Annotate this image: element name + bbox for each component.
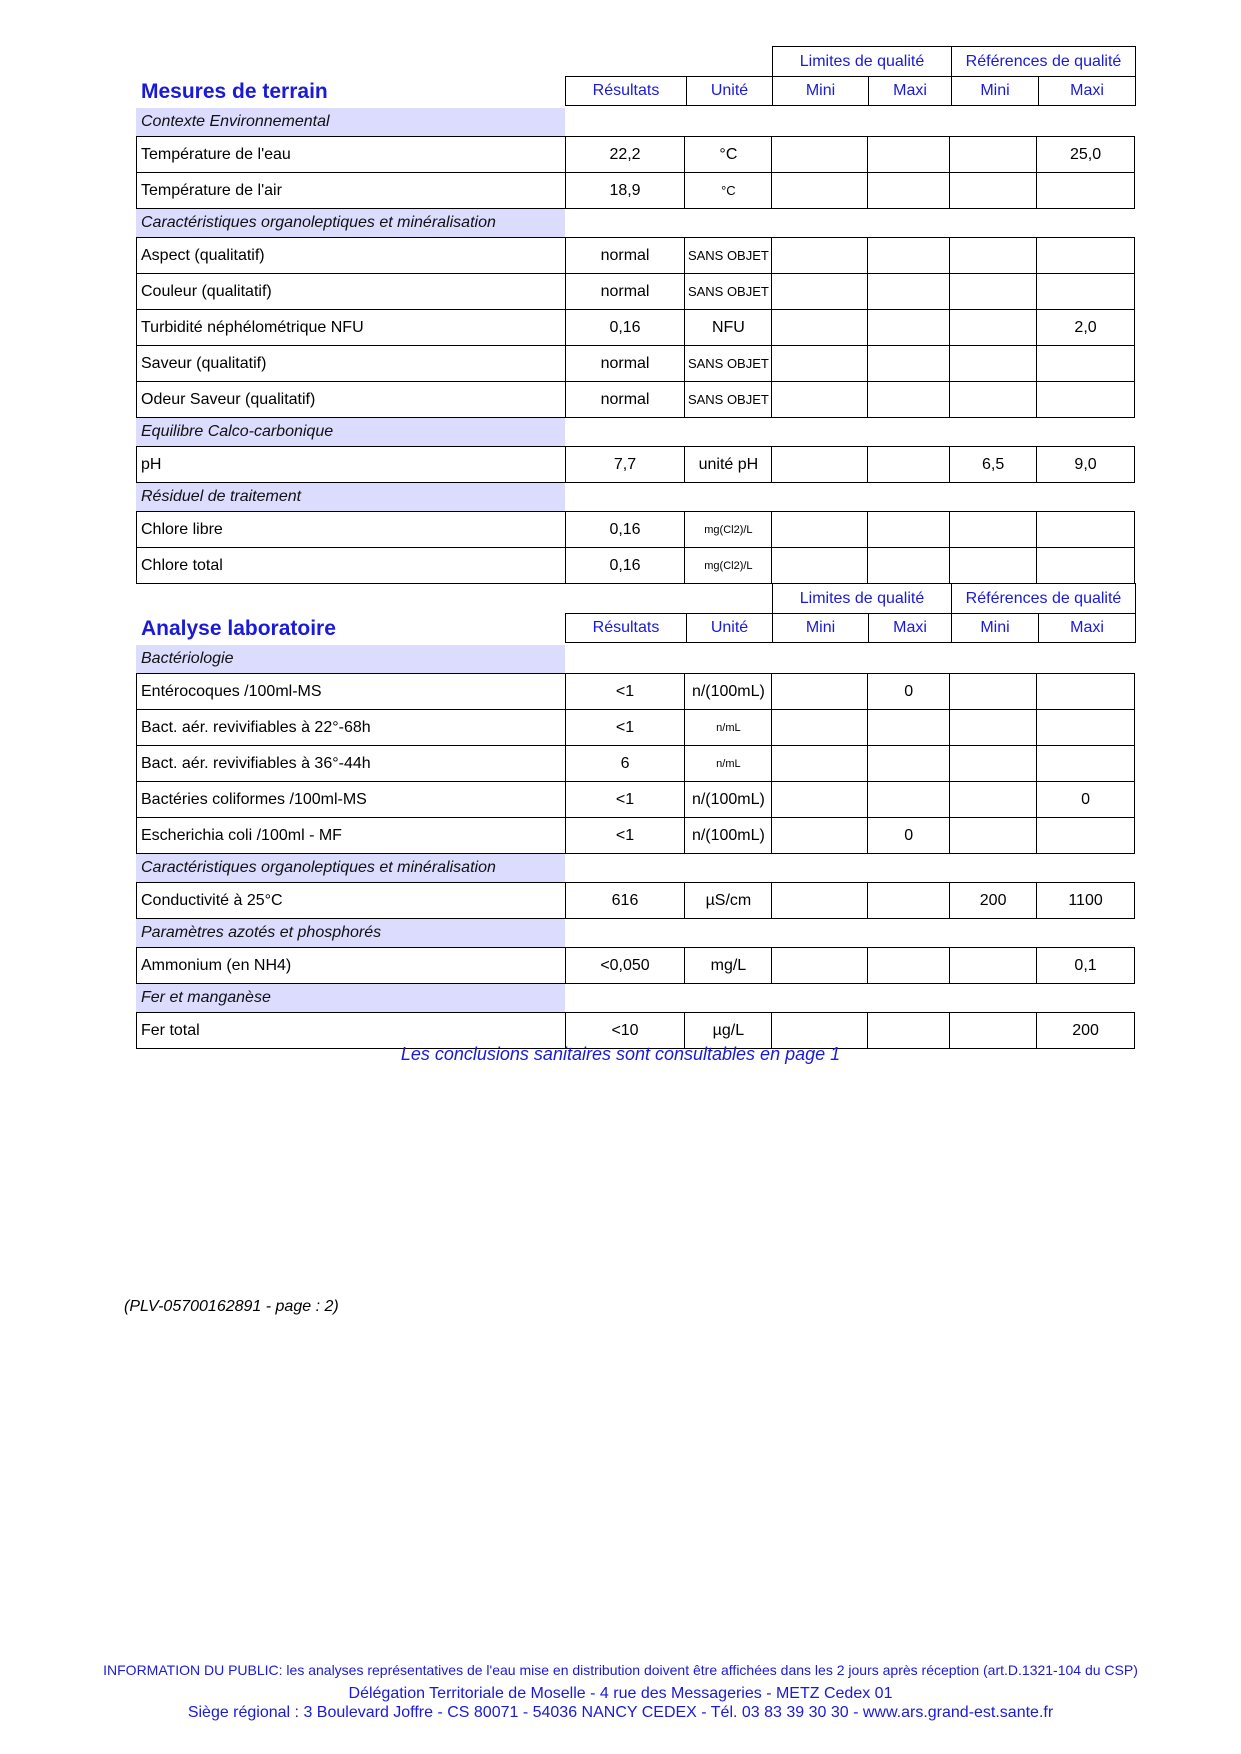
table-row: [136, 310, 1135, 346]
unit-cell: n/(100mL): [684, 817, 772, 854]
reference-max-cell: [1036, 709, 1135, 746]
result-cell: <0,050: [565, 947, 686, 984]
reference-min-cell: [949, 745, 1037, 782]
limit-min-cell: [771, 709, 868, 746]
reference-min-cell: 6,5: [949, 446, 1037, 483]
table-row: [136, 447, 1135, 483]
reference-min-cell: [949, 947, 1037, 984]
group-rows: [136, 137, 1135, 209]
header-references-mini: Mini: [951, 76, 1039, 106]
header-limites-mini: Mini: [772, 613, 869, 643]
group-label: Caractéristiques organoleptiques et minéralisation: [136, 854, 565, 882]
unit-cell: mg(Cl2)/L: [684, 511, 772, 548]
limit-max-cell: [867, 172, 950, 209]
param-cell: Couleur (qualitatif): [136, 273, 566, 310]
table-row: [136, 710, 1135, 746]
param-cell: Aspect (qualitatif): [136, 237, 566, 274]
unit-cell: NFU: [684, 309, 772, 346]
reference-max-cell: 0: [1036, 781, 1135, 818]
footer-info-public: INFORMATION DU PUBLIC: les analyses représentatives de l'eau mise en distribution doivent être affichées dans les 2 jours après réception (art.D.1321-104 du CSP): [103, 1662, 1138, 1678]
header-limites-qualite: Limites de qualité: [772, 583, 952, 614]
limit-max-cell: [867, 273, 950, 310]
limit-max-cell: [867, 446, 950, 483]
param-cell: Entérocoques /100ml-MS: [136, 673, 566, 710]
limit-min-cell: [771, 817, 868, 854]
limit-min-cell: [771, 511, 868, 548]
reference-max-cell: [1036, 673, 1135, 710]
group-band: [136, 483, 1135, 511]
group-label: Résiduel de traitement: [136, 483, 565, 511]
reference-min-cell: [949, 309, 1037, 346]
reference-max-cell: 25,0: [1036, 136, 1135, 173]
section-title: Analyse laboratoire: [141, 617, 336, 640]
group-label: Fer et manganèse: [136, 984, 565, 1012]
table-row: [136, 382, 1135, 418]
limit-max-cell: [867, 381, 950, 418]
reference-max-cell: [1036, 547, 1135, 584]
footer-delegation: Délégation Territoriale de Moselle - 4 rue des Messageries - METZ Cedex 01: [348, 1685, 893, 1702]
limit-min-cell: [771, 381, 868, 418]
limit-max-cell: [867, 237, 950, 274]
result-cell: <1: [565, 781, 686, 818]
footer-siege: Siège régional : 3 Boulevard Joffre - CS 80071 - 54036 NANCY CEDEX - Tél. 03 83 39 30 30 - www.ars.grand-est.sante.fr: [187, 1704, 1054, 1721]
table-row: [136, 346, 1135, 382]
table-row: [136, 782, 1135, 818]
section-analyse-laboratoire: [136, 583, 1135, 1049]
param-cell: Température de l'eau: [136, 136, 566, 173]
header-unite: Unité: [686, 76, 773, 106]
limit-max-cell: 0: [867, 673, 950, 710]
result-cell: normal: [565, 237, 686, 274]
reference-min-cell: [949, 781, 1037, 818]
param-cell: Turbidité néphélométrique NFU: [136, 309, 566, 346]
limit-min-cell: [771, 882, 868, 919]
param-cell: Ammonium (en NH4): [136, 947, 566, 984]
result-cell: <10: [565, 1012, 686, 1049]
group-rows: [136, 948, 1135, 984]
reference-max-cell: [1036, 172, 1135, 209]
result-cell: <1: [565, 673, 686, 710]
group-rows: [136, 512, 1135, 584]
result-cell: 6: [565, 745, 686, 782]
unit-cell: n/(100mL): [684, 673, 772, 710]
table-row: [136, 746, 1135, 782]
table-row: [136, 274, 1135, 310]
limit-max-cell: [867, 947, 950, 984]
param-cell: Bactéries coliformes /100ml-MS: [136, 781, 566, 818]
unit-cell: mg/L: [684, 947, 772, 984]
table-row: [136, 548, 1135, 584]
limit-max-cell: [867, 882, 950, 919]
header-references-maxi: Maxi: [1038, 613, 1136, 643]
reference-max-cell: 1100: [1036, 882, 1135, 919]
result-cell: <1: [565, 709, 686, 746]
header-limites-mini: Mini: [772, 76, 869, 106]
reference-min-cell: [949, 381, 1037, 418]
table-row: [136, 238, 1135, 274]
limit-min-cell: [771, 273, 868, 310]
reference-max-cell: [1036, 273, 1135, 310]
group-label: Equilibre Calco-carbonique: [136, 418, 565, 446]
result-cell: 616: [565, 882, 686, 919]
header-references-qualite: Références de qualité: [951, 46, 1136, 77]
reference-min-cell: [949, 673, 1037, 710]
reference-min-cell: 200: [949, 882, 1037, 919]
header-references-maxi: Maxi: [1038, 76, 1136, 106]
table-row: [136, 137, 1135, 173]
limit-max-cell: [867, 781, 950, 818]
reference-max-cell: [1036, 745, 1135, 782]
limit-min-cell: [771, 673, 868, 710]
group-rows: [136, 883, 1135, 919]
section-header: [136, 46, 1135, 108]
limit-min-cell: [771, 745, 868, 782]
limit-min-cell: [771, 309, 868, 346]
param-cell: Escherichia coli /100ml - MF: [136, 817, 566, 854]
limit-min-cell: [771, 172, 868, 209]
reference-max-cell: 2,0: [1036, 309, 1135, 346]
unit-cell: µS/cm: [684, 882, 772, 919]
table-row: [136, 948, 1135, 984]
header-limites-maxi: Maxi: [868, 76, 952, 106]
group-label: Caractéristiques organoleptiques et minéralisation: [136, 209, 565, 237]
result-cell: 0,16: [565, 511, 686, 548]
reference-max-cell: [1036, 511, 1135, 548]
table-row: [136, 818, 1135, 854]
group-band: [136, 854, 1135, 882]
reference-min-cell: [949, 237, 1037, 274]
limit-min-cell: [771, 136, 868, 173]
reference-min-cell: [949, 511, 1037, 548]
limit-max-cell: [867, 136, 950, 173]
unit-cell: SANS OBJET: [684, 273, 772, 310]
unit-cell: mg(Cl2)/L: [684, 547, 772, 584]
unit-cell: SANS OBJET: [684, 345, 772, 382]
param-cell: Bact. aér. revivifiables à 36°-44h: [136, 745, 566, 782]
unit-cell: µg/L: [684, 1012, 772, 1049]
group-band: [136, 209, 1135, 237]
result-cell: 7,7: [565, 446, 686, 483]
unit-cell: °C: [684, 136, 772, 173]
param-cell: Saveur (qualitatif): [136, 345, 566, 382]
reference-min-cell: [949, 547, 1037, 584]
reference-max-cell: [1036, 381, 1135, 418]
group-band: [136, 984, 1135, 1012]
unit-cell: SANS OBJET: [684, 381, 772, 418]
unit-cell: n/mL: [684, 745, 772, 782]
limit-min-cell: [771, 345, 868, 382]
section-mesures-terrain: [136, 46, 1135, 584]
param-cell: pH: [136, 446, 566, 483]
group-band: [136, 418, 1135, 446]
reference-max-cell: [1036, 345, 1135, 382]
section-header: [136, 583, 1135, 645]
table-row: [136, 512, 1135, 548]
reference-min-cell: [949, 273, 1037, 310]
unit-cell: unité pH: [684, 446, 772, 483]
page-reference: (PLV-05700162891 - page : 2): [124, 1298, 339, 1315]
limit-min-cell: [771, 446, 868, 483]
group-rows: [136, 674, 1135, 854]
group-label: Paramètres azotés et phosphorés: [136, 919, 565, 947]
param-cell: Chlore total: [136, 547, 566, 584]
result-cell: <1: [565, 817, 686, 854]
unit-cell: n/mL: [684, 709, 772, 746]
header-limites-qualite: Limites de qualité: [772, 46, 952, 77]
group-band: [136, 919, 1135, 947]
group-band: [136, 108, 1135, 136]
param-cell: Bact. aér. revivifiables à 22°-68h: [136, 709, 566, 746]
section-title: Mesures de terrain: [141, 80, 328, 103]
limit-max-cell: [867, 345, 950, 382]
header-unite: Unité: [686, 613, 773, 643]
param-cell: Température de l'air: [136, 172, 566, 209]
limit-max-cell: [867, 511, 950, 548]
limit-min-cell: [771, 781, 868, 818]
table-row: [136, 674, 1135, 710]
limit-max-cell: [867, 547, 950, 584]
conclusion-note: Les conclusions sanitaires sont consultables en page 1: [400, 1044, 841, 1064]
reference-max-cell: 200: [1036, 1012, 1135, 1049]
result-cell: 22,2: [565, 136, 686, 173]
group-label: Bactériologie: [136, 645, 565, 673]
reference-min-cell: [949, 136, 1037, 173]
result-cell: normal: [565, 345, 686, 382]
unit-cell: SANS OBJET: [684, 237, 772, 274]
limit-max-cell: [867, 709, 950, 746]
reference-max-cell: [1036, 817, 1135, 854]
result-cell: normal: [565, 273, 686, 310]
limit-max-cell: 0: [867, 817, 950, 854]
group-rows: [136, 447, 1135, 483]
result-cell: normal: [565, 381, 686, 418]
reference-min-cell: [949, 709, 1037, 746]
param-cell: Odeur Saveur (qualitatif): [136, 381, 566, 418]
table-row: [136, 883, 1135, 919]
header-resultats: Résultats: [565, 76, 687, 106]
reference-max-cell: [1036, 237, 1135, 274]
reference-min-cell: [949, 817, 1037, 854]
result-cell: 18,9: [565, 172, 686, 209]
reference-max-cell: 0,1: [1036, 947, 1135, 984]
result-cell: 0,16: [565, 547, 686, 584]
header-limites-maxi: Maxi: [868, 613, 952, 643]
limit-max-cell: [867, 309, 950, 346]
limit-min-cell: [771, 237, 868, 274]
group-rows: [136, 238, 1135, 418]
unit-cell: n/(100mL): [684, 781, 772, 818]
group-label: Contexte Environnemental: [136, 108, 565, 136]
limit-max-cell: [867, 745, 950, 782]
table-row: [136, 173, 1135, 209]
result-cell: 0,16: [565, 309, 686, 346]
param-cell: Chlore libre: [136, 511, 566, 548]
reference-min-cell: [949, 345, 1037, 382]
param-cell: Fer total: [136, 1012, 566, 1049]
limit-min-cell: [771, 947, 868, 984]
header-references-qualite: Références de qualité: [951, 583, 1136, 614]
unit-cell: °C: [684, 172, 772, 209]
reference-min-cell: [949, 172, 1037, 209]
header-references-mini: Mini: [951, 613, 1039, 643]
header-resultats: Résultats: [565, 613, 687, 643]
limit-min-cell: [771, 547, 868, 584]
param-cell: Conductivité à 25°C: [136, 882, 566, 919]
group-band: [136, 645, 1135, 673]
reference-max-cell: 9,0: [1036, 446, 1135, 483]
